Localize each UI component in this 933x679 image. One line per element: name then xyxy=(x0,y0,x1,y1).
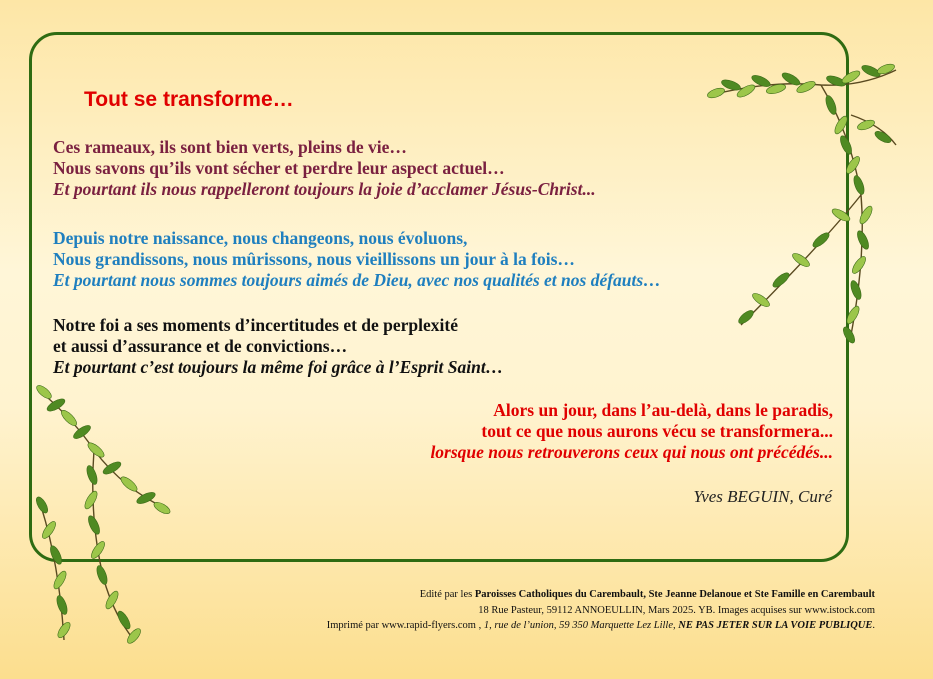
stanza-rameaux xyxy=(53,137,596,200)
stanza-line: et aussi d’assurance et de convictions… xyxy=(53,336,348,356)
stanza-line: Alors un jour, dans l’au-delà, dans le paradis, xyxy=(493,400,833,420)
signature: Yves BEGUIN, Curé xyxy=(693,487,832,506)
footer-printer-address: 1, rue de l’union, 59 350 Marquette Lez Lille, xyxy=(481,620,676,631)
stanza-foi xyxy=(53,315,503,378)
footer-line-editor xyxy=(327,587,875,603)
stanza-line: Nous savons qu’ils vont sécher et perdre leur aspect actuel… xyxy=(53,158,505,178)
footer-line-printer xyxy=(327,618,875,634)
footer-parish-name: Paroisses Catholiques du Carembault, Ste Jeanne Delanoue et Ste Famille en Carembault xyxy=(474,589,875,600)
stanza-line: Depuis notre naissance, nous changeons, nous évoluons, xyxy=(53,228,468,248)
footer-text: . xyxy=(872,620,875,631)
footer-line-address: 18 Rue Pasteur, 59112 ANNOEULLIN, Mars 2025. YB. Images acquises sur www.istock.com xyxy=(478,604,875,616)
stanza-line-italic: lorsque nous retrouverons ceux qui nous ont précédés... xyxy=(430,442,833,462)
page-title: Tout se transforme… xyxy=(84,88,294,111)
stanza-line-italic: Et pourtant c’est toujours la même foi grâce à l’Esprit Saint… xyxy=(53,357,504,377)
footer-warning: NE PAS JETER SUR LA VOIE PUBLIQUE xyxy=(675,620,873,631)
footer-text: Imprimé par www.rapid-flyers.com , xyxy=(326,620,482,631)
stanza-paradis xyxy=(430,400,833,463)
stanza-line-italic: Et pourtant nous sommes toujours aimés de Dieu, avec nos qualités et nos défauts… xyxy=(53,270,661,290)
stanza-line: Notre foi a ses moments d’incertitudes et de perplexité xyxy=(53,315,459,335)
stanza-line-italic: Et pourtant ils nous rappelleront toujours la joie d’acclamer Jésus-Christ... xyxy=(53,179,596,199)
footer-text: Edité par les xyxy=(419,589,475,600)
stanza-line: Nous grandissons, nous mûrissons, nous vieillissons un jour à la fois… xyxy=(53,249,575,269)
footer-credits xyxy=(327,587,875,634)
stanza-line: tout ce que nous aurons vécu se transformera... xyxy=(481,421,833,441)
stanza-naissance xyxy=(53,228,661,291)
stanza-line: Ces rameaux, ils sont bien verts, pleins de vie… xyxy=(53,137,407,157)
